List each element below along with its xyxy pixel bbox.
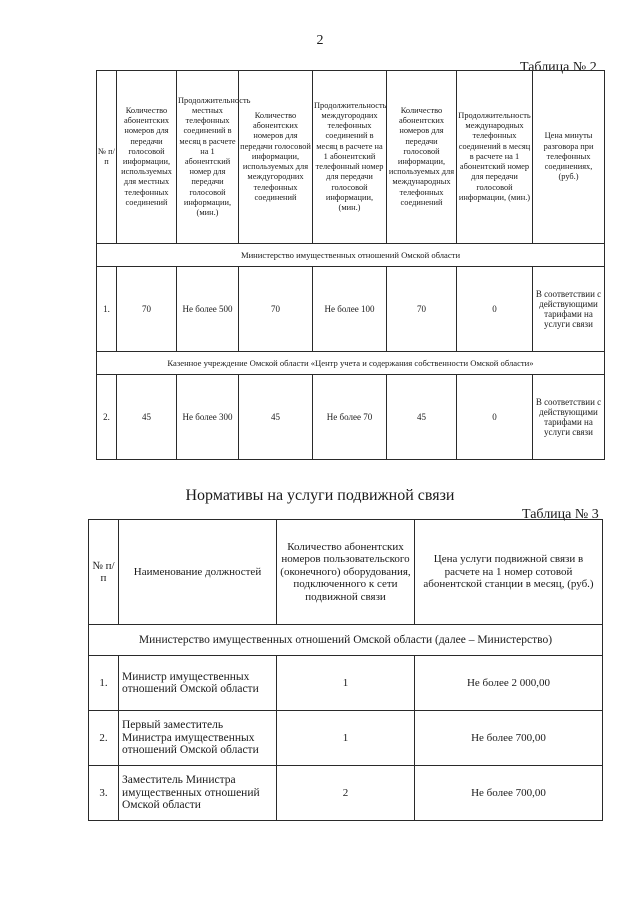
section-title: Министерство имущественных отношений Омской области (далее – Министерство): [89, 625, 603, 656]
table-row: [89, 711, 603, 766]
table-cell: Не более 500: [177, 267, 239, 352]
table-cell: Не более 700,00: [415, 766, 603, 821]
table-row: [97, 267, 605, 352]
header-cell: № п/п: [89, 520, 119, 625]
position-name: Первый заместитель Министра имущественных отношений Омской области: [119, 711, 277, 766]
table-cell: 1: [277, 711, 415, 766]
table-cell: 3.: [89, 766, 119, 821]
section-row: [97, 352, 605, 375]
table-cell: Не более 700,00: [415, 711, 603, 766]
table-3-label: Таблица № 3: [522, 507, 599, 522]
header-cell: № п/п: [97, 71, 117, 244]
table-cell: 45: [117, 375, 177, 460]
table-row: [97, 375, 605, 460]
header-cell: Продолжительность местных телефонных соединений в месяц в расчете на 1 абонентский номер для передачи голосовой информации, (мин.): [177, 71, 239, 244]
table-cell: 1: [277, 656, 415, 711]
header-cell: Наименование должностей: [119, 520, 277, 625]
section-title: Министерство имущественных отношений Омской области: [97, 244, 605, 267]
position-name: Министр имущественных отношений Омской области: [119, 656, 277, 711]
section-title: Казенное учреждение Омской области «Центр учета и содержания собственности Омской области»: [97, 352, 605, 375]
section-row: [89, 625, 603, 656]
header-cell: Количество абонентских номеров для передачи голосовой информации, используемых для международных телефонных соединений: [387, 71, 457, 244]
table-row: [89, 766, 603, 821]
section-row: [97, 244, 605, 267]
table-cell: Не более 100: [313, 267, 387, 352]
table-cell: Не более 70: [313, 375, 387, 460]
section-heading: Нормативы на услуги подвижной связи: [185, 487, 455, 504]
table-row: [89, 656, 603, 711]
table-mobile-norms: [88, 519, 603, 821]
header-cell: Количество абонентских номеров пользовательского (оконечного) оборудования, подключенного к сети подвижной связи: [277, 520, 415, 625]
table-cell: 70: [117, 267, 177, 352]
page-number: 2: [316, 33, 324, 48]
header-cell: Цена минуты разговора при телефонных соединениях, (руб.): [533, 71, 605, 244]
header-cell: Продолжительность междугородних телефонных соединений в месяц в расчете на 1 абонентский телефонный номер для передачи голосовой информации, (мин.): [313, 71, 387, 244]
table-cell: 0: [457, 375, 533, 460]
header-cell: Цена услуги подвижной связи в расчете на 1 номер сотовой абонентской станции в месяц, (руб.): [415, 520, 603, 625]
table-cell: В соответствии с действующими тарифами на услуги связи: [533, 267, 605, 352]
position-name: Заместитель Министра имущественных отношений Омской области: [119, 766, 277, 821]
table-cell: 2.: [89, 711, 119, 766]
table-landline-norms: [96, 70, 605, 460]
table-cell: 2.: [97, 375, 117, 460]
table-cell: 45: [239, 375, 313, 460]
table-cell: Не более 300: [177, 375, 239, 460]
table-header-row: [89, 520, 603, 625]
table-cell: 1.: [89, 656, 119, 711]
header-cell: Количество абонентских номеров для передачи голосовой информации, используемых для местных телефонных соединений: [117, 71, 177, 244]
table-cell: 45: [387, 375, 457, 460]
table-cell: 70: [387, 267, 457, 352]
table-cell: 2: [277, 766, 415, 821]
table-2-label: Таблица № 2: [520, 60, 597, 75]
table-header-row: [97, 71, 605, 244]
table-cell: 0: [457, 267, 533, 352]
table-cell: Не более 2 000,00: [415, 656, 603, 711]
table-cell: 70: [239, 267, 313, 352]
table-cell: В соответствии с действующими тарифами на услуги связи: [533, 375, 605, 460]
table-cell: 1.: [97, 267, 117, 352]
header-cell: Продолжительность международных телефонных соединений в месяц в расчете на 1 абонентский номер для передачи голосовой информации, (мин.): [457, 71, 533, 244]
header-cell: Количество абонентских номеров для передачи голосовой информации, используемых для междугородних телефонных соединений: [239, 71, 313, 244]
